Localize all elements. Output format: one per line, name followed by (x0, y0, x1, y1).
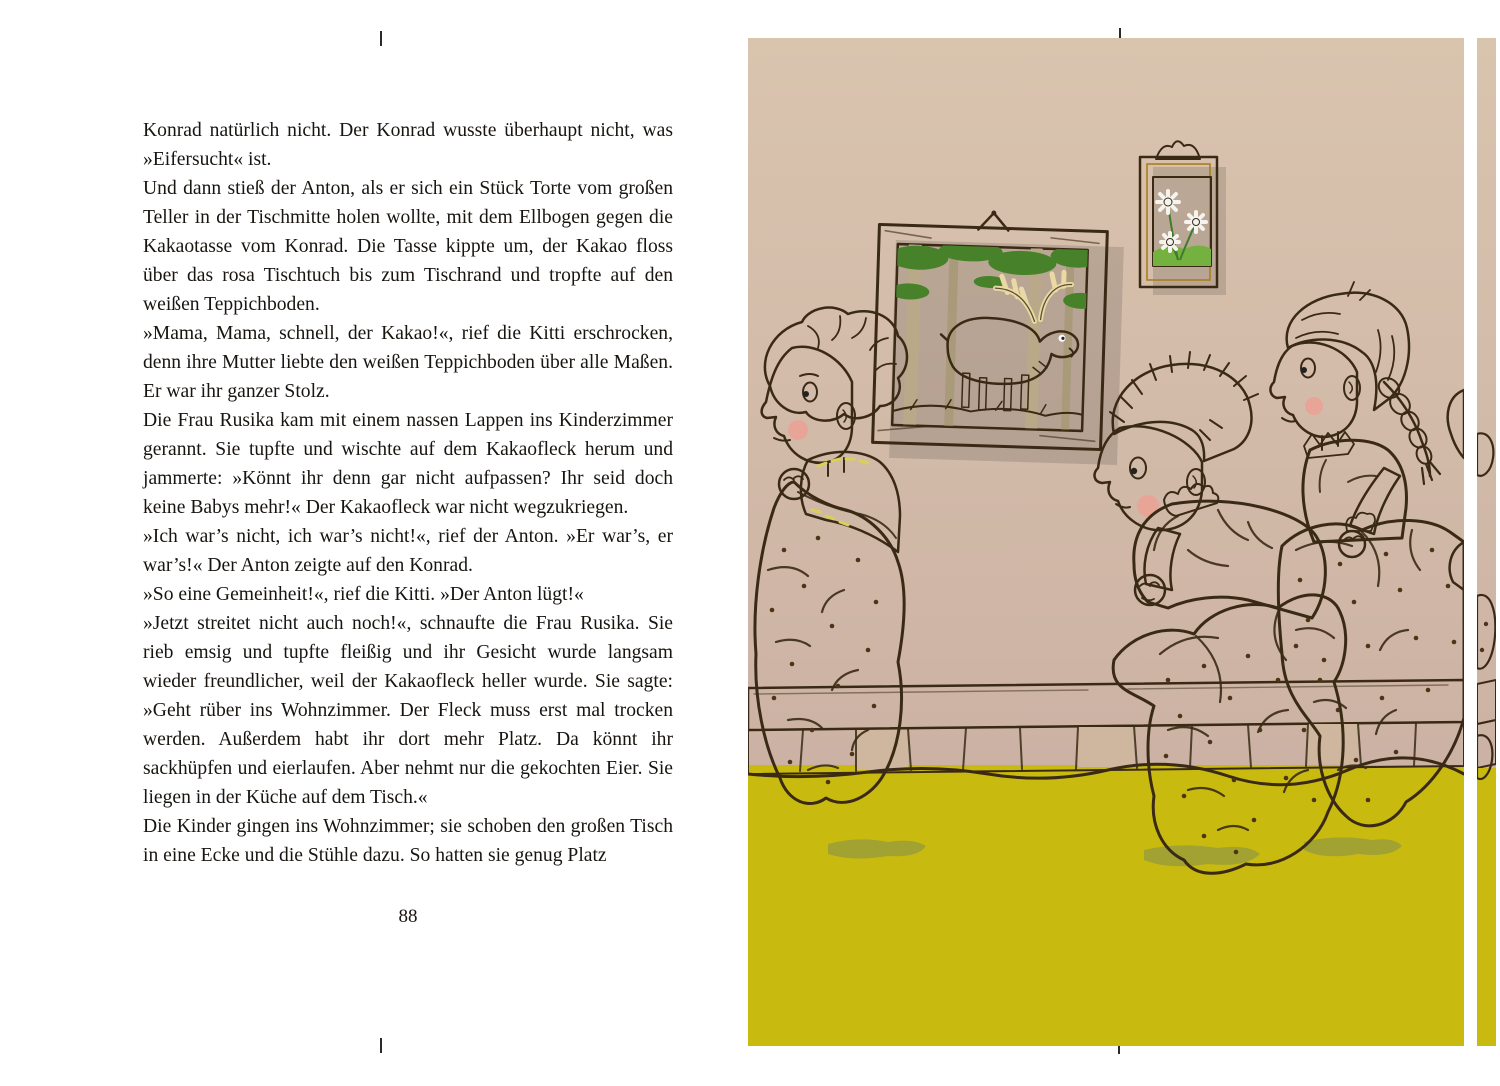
page-edge-sliver (1477, 38, 1496, 1046)
story-text (143, 116, 673, 870)
paragraph: Die Kinder gingen ins Wohnzimmer; sie schoben den großen Tisch in eine Ecke und die Stühle dazu. So hatten sie genug Platz (143, 816, 673, 866)
paragraph: »Mama, Mama, schnell, der Kakao!«, rief die Kitti erschrocken, denn ihre Mutter liebte den weißen Teppichboden über alle Maßen. Er war ihr ganzer Stolz. (143, 323, 673, 402)
page-number: 88 (398, 906, 418, 927)
paragraph: Die Frau Rusika kam mit einem nassen Lappen ins Kinderzimmer gerannt. Sie tupfte und wischte auf dem Kakaofleck herum und jammerte: »Könnt ihr denn gar nicht aufpassen? Ihr seid doch keine Babys mehr!« Der Kakaofleck war nicht wegzukriegen. (143, 410, 673, 518)
paragraph: »Jetzt streitet nicht auch noch!«, schnaufte die Frau Rusika. Sie rieb emsig und tupfte fleißig und ihr Gesicht wurde langsam wieder freundlicher, weil der Kakaofleck heller wurde. Sie sagte: »Geht rüber ins Wohnzimmer. Der Fleck muss erst mal trocken werden. Außerdem habt ihr dort mehr Platz. Da könnt ihr sackhüpfen und eierlaufen. Aber nehmt nur die gekochten Eier. Sie liegen in der Küche auf dem Tisch.« (143, 613, 673, 808)
paragraph: Und dann stieß der Anton, als er sich ein Stück Torte vom großen Teller in der Tischmitte holen wollte, mit dem Ellbogen gegen die Kakaotasse vom Konrad. Die Tasse kippte um, der Kakao floss über das rosa Tischtuch bis zum Tischrand und tropfte auf den weißen Teppichboden. (143, 178, 673, 315)
crop-mark-left-bottom (380, 1038, 382, 1053)
paragraph: Konrad natürlich nicht. Der Konrad wusste überhaupt nicht, was »Eifersucht« ist. (143, 120, 673, 170)
illustration-sack-race (748, 30, 1500, 1056)
crop-mark-left-top (380, 31, 382, 46)
paragraph: »So eine Gemeinheit!«, rief die Kitti. »Der Anton lügt!« (143, 584, 584, 605)
paragraph: »Ich war’s nicht, ich war’s nicht!«, rief der Anton. »Er war’s, er war’s!« Der Anton zeigte auf den Konrad. (143, 526, 673, 576)
floor (748, 765, 1464, 1046)
